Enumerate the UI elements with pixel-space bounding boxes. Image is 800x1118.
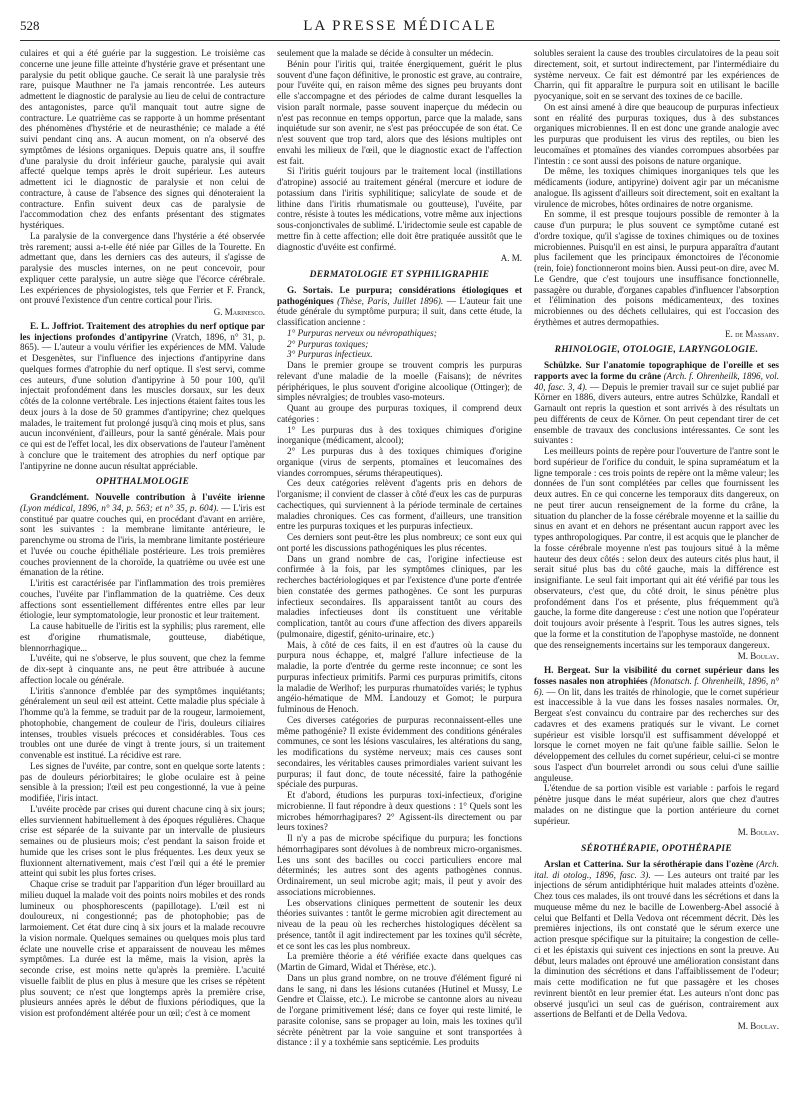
paragraph: 1° Les purpuras dus à des toxiques chimiques d'origine inorganique (médicament, alcool); xyxy=(277,424,522,446)
paragraph: 2° Les purpuras dus à des toxiques chimiques d'origine organique (virus de serpents, ptomaïnes et leucomaïnes des viandes corrompues, sérums thérapeutiques). xyxy=(277,446,522,478)
paragraph: De même, les toxiques chimiques inorganiques tels que les médicaments (iodure, antipyrine) doivent agir par un mécanisme analogue. Ils agissent d'ailleurs soit directement, soit en exaltant la virulence de microbes, hôtes ordinaires de notre organisme. xyxy=(534,166,779,209)
paragraph: Les observations cliniques permettent de soutenir les deux théories suivantes : tantôt le germe microbien agit directement au niveau de la peau où les recherches histologiques décèlent sa présence, tantôt il agit indirectement par les toxines qu'il sécrète, et ce sont les cas les plus nombreux. xyxy=(277,897,522,951)
paragraph: Dans le premier groupe se trouvent compris les purpuras relevant d'une maladie de la moelle (Faisans); de névrites périphériques, le plus souvent d'origine alcoolique (Ottinger); de simples névralgies; de troubles vaso-moteurs. xyxy=(277,360,522,403)
author: Schülzke. xyxy=(544,360,582,370)
paragraph: L'iritis s'annonce d'emblée par des symptômes inquiétants; généralement un seul œil est atteint. Cette maladie plus spéciale à l'homme qu'à la femme, se traduit par de la rougeur, larmoiement, photophobie, changement de couleur de l'iris, douleurs ciliaires intenses, troubles visuels précoces et considérables. Tous ces troubles ont une durée de vingt à trente jours, si un traitement convenable est institué. La récidive est rare. xyxy=(20,685,265,760)
paragraph: Dans un grand nombre de cas, l'origine infectieuse est confirmée à la fois, par les symptômes cliniques, par les recherches bactériologiques et par l'existence d'une porte d'entrée bien constatée des germes pathogènes. Ce sont les purpuras infectieux secondaires. Ils apparaissent tantôt au cours des maladies infectieuses dont ils constituent une véritable complication, tantôt au cours d'une affection des divers appareils (pulmonaire, digestif, génito-urinaire, etc.) xyxy=(277,553,522,639)
list-item: 3° Purpuras infectieux. xyxy=(287,349,373,360)
body: — Depuis le premier travail sur ce sujet publié par Körner en 1886, divers auteurs, entre autres Schülzke, Randall et Garnault ont repris la question et sont arrivés à des résultats un peu différents de ceux de Körner. On peut cependant tirer de cet ensemble de travaux des conclusions intéressantes. Ce sont les suivantes : xyxy=(534,381,779,446)
abstract-joffriot xyxy=(20,321,265,472)
paragraph: Et d'abord, étudions les purpuras toxi-infectieux, d'origine microbienne. Il faut répondre à deux questions : 1° Quels sont les microbes hémorrhagipares? 2° Agissent-ils directement ou par leurs toxines? xyxy=(277,790,522,833)
author: Arslan et Catterina. xyxy=(544,858,624,869)
paragraph: Il n'y a pas de microbe spécifique du purpura; les fonctions hémorrhagipares sont dévolues à de nombreux micro-organismes. Les uns sont des bacilles ou cocci particuliers encore mal déterminés; les autres sont des agents pathogènes connus. Ordinairement, un seul microbe agit; mais, il peut y avoir des associations microbiennes. xyxy=(277,833,522,897)
paragraph: La cause habituelle de l'iritis est la syphilis; plus rarement, elle est d'origine rhumatismale, goutteuse, diabétique, blennorrhagique... xyxy=(20,621,265,653)
paragraph: Si l'iritis guérit toujours par le traitement local (instillations d'atropine) associé au traitement général (mercure et iodure de potassium dans l'iritis syphilitique; salicylate de soude et de lithine dans l'iritis rhumatismale ou goutteuse), l'uvéite, par contre, résiste à toutes les médications, votre même aux injections sous-conjonctivales de sublimé. L'iridectomie seule est capable de mettre fin à cette affection; elle doit être pratiquée aussitôt que le diagnostic d'uvéite est confirmé. xyxy=(277,166,522,252)
author: G. Sortais. xyxy=(287,284,333,295)
column-3 xyxy=(534,48,779,1108)
section-label: OPHTHALMOLOGIE xyxy=(95,477,190,488)
body: — On lit, dans les traités de rhinologie, que le cornet supérieur est inaccessible à la vue dans les fosses nasales normales. Or, Bergeat s'est convaincu du contraire par des recherches sur des cadavres et des examens pratiqués sur le vivant. Le cornet supérieur est visible lorsqu'il est suffisamment développé et lorsque le cornet moyen ne fait qu'une faible saillie. Selon le développement des cellules du cornet supérieur, celui-ci se montre sous l'aspect d'un bourrelet arrondi ou sous celui d'une saillie anguleuse. xyxy=(534,686,779,783)
paragraph: Chaque crise se traduit par l'apparition d'un léger brouillard au milieu duquel la malade voit des points noirs mobiles et des ronds lumineux ou phosphorescents (papillotage). L'œil est ni douloureux, ni congestionné; pas de photophobie; pas de larmoiement. Cet état dure cinq à six jours et la malade recouvre la vision normale. Quelques semaines ou quelques mois plus tard éclate une nouvelle crise et apparaissent de nouveau les mêmes symptômes. La durée est la même, mais la vision, après la seconde crise, est moins nette qu'après la première. L'acuité visuelle faiblit de plus en plus à mesure que les crises se répètent plus souvent; ce n'est que longtemps après la première crise, plusieurs années après le début de fluxions périodiques, que la vision est profondément altérée pour un œil; c'est à ce moment xyxy=(20,879,265,1018)
section-label: SÉROTHÉRAPIE, OPOTHÉRAPIE xyxy=(581,844,732,854)
abstract-schulzke xyxy=(534,360,779,446)
article-columns xyxy=(20,48,780,1108)
reference: (Thèse, Paris, Juillet 1896). xyxy=(337,295,444,306)
header-rule xyxy=(20,40,780,41)
body: — L'auteur a voulu vérifier les expériences de MM. Valude et Desgenètes, sur l'influence des injections d'antipyrine dans quelques formes d'atrophie du nerf optique. Il s'est servi, comme ces auteurs, d'une solution d'antipyrine à 50 pour 100, qu'il injectait profondément dans les muscles dorsaux, sur les deux côtés de la colonne vertébrale. Les injections étaient faites tous les deux jours à la dose de 50 grammes d'antipyrine; chez quelques malades, le traitement fut prolongé jusqu'à cinq mois et plus, sans aucun inconvénient, d'ailleurs, pour la santé générale. Mais pour ce qui est de l'effet local, les dix observations de l'auteur l'amènent à conclure que le traitement des atrophies du nerf optique par l'antipyrine ne donne aucun résultat appréciable. xyxy=(20,342,265,471)
signature: E. de Massary. xyxy=(725,328,779,339)
signature: A. M. xyxy=(500,253,522,264)
paragraph: Quant au groupe des purpuras toxiques, il comprend deux catégories : xyxy=(277,403,522,424)
list-item: 1° Purpuras nerveux ou névropathiques; xyxy=(287,327,437,338)
section-heading-ophthalmology xyxy=(20,477,265,488)
article-title: Traitement des atrophies du nerf optique par les injections profondes d'antipyrine xyxy=(20,320,265,342)
paragraph: Les meilleurs points de repère pour l'ouverture de l'antre sont le bord supérieur de l'orifice du conduit, le spina supraméatum et la ligne temporale : ces trois points de repère ont la même valeur; les données de l'un sont complétées par celles que fournissent les deux autres. En ce qui concerne les temporaux dits dangereux, on ne peut tirer aucun renseignement de la forme du crâne, la situation du plancher de la fosse cérébrale moyenne et la saillie du sinus en avant et en dehors ne présentant aucun rapport avec les types anthropologiques. Par contre, il est acquis que le plancher de la fosse cérébrale moyenne n'est pas toujours situé à la même hauteur des deux côtés : selon deux des auteurs cités plus haut, il serait situé plus bas du côté gauche, mais la différence est insignifiante. Le seul fait important qui ait été vérifié par tous les observateurs, c'est que, du côté droit, le sinus pénètre plus profondément dans l'os et présente, plus fréquemment qu'à gauche, la forme dite dangereuse : c'est une notion que l'opérateur doit toujours avoir présente à l'esprit. Tous les autres signes, tels que la forme et la constitution de l'apophyse mastoïde, ne donnent que des renseignements incertains sur les temporaux dangereux. xyxy=(534,446,779,650)
body: — L'iris est constitué par quatre couches qui, en procédant d'avant en arrière, sont les suivantes : la membrane limitante antérieure, le parenchyme ou stroma de l'iris, la membrane limitante postérieure et l'uvée ou couche épithéliale postérieure. Les trois premières couches proviennent de la choroïde, la quatrième ou uvée est une émanation de la rétine. xyxy=(20,502,265,578)
paragraph: Ces derniers sont peut-être les plus nombreux; ce sont eux qui ont porté les discussions pathogéniques les plus récentes. xyxy=(277,532,522,553)
column-2 xyxy=(277,48,522,1108)
paragraph: seulement que la malade se décide à consulter un médecin. xyxy=(277,48,494,58)
signature: M. Boulay. xyxy=(737,1021,779,1031)
paragraph: Les signes de l'uvéite, par contre, sont en quelque sorte latents : pas de douleurs périorbitaires; le globe oculaire est à peine sensible à la pression; l'œil est peu congestionné, la vue à peine modifiée, l'iris intact. xyxy=(20,760,265,803)
reference: (Arch. ital. di otolog., 1896, fasc. 3). xyxy=(534,858,779,880)
journal-title: LA PRESSE MÉDICALE xyxy=(303,18,497,34)
abstract-sortais xyxy=(277,285,522,328)
author: Grandclément. xyxy=(30,492,89,502)
author: E. L. Joffriot. xyxy=(30,320,84,331)
page-number: 528 xyxy=(20,18,40,33)
paragraph: L'iritis est caractérisée par l'inflammation des trois premières couches, l'uvéite par l'inflammation de la quatrième. Ces deux affections sont essentiellement différentes entre elles par leur étiologie, leur symptomatologie, leur pronostic et leur traitement. xyxy=(20,578,265,621)
article-title: Le purpura; considérations étiologiques et pathogéniques xyxy=(277,284,522,306)
paragraph: Dans un plus grand nombre, on ne trouve d'élément figuré ni dans le sang, ni dans les lésions cutanées (Hutinel et Mussy, Le Gendre et Claisse, etc.). Le microbe se cantonne alors au niveau de l'organe primitivement lésé; dans ce foyer qui reste limité, le parasite colonise, sans se propager au loin, mais les toxines qu'il sécrète pénètrent par la voie sanguine et sont transportées à distance : il y a toxhémie sans septicémie. Les produits xyxy=(277,972,522,1048)
paragraph: L'étendue de sa portion visible est variable : parfois le regard pénètre jusque dans le méat supérieur, alors que chez d'autres malades on ne distingue que la portion antérieure du cornet supérieur. xyxy=(534,783,779,826)
section-heading-serotherapy xyxy=(534,844,779,855)
abstract-grandclement xyxy=(20,492,265,578)
paragraph: Ces deux catégories relèvent d'agents pris en dehors de l'organisme; il convient de classer à côté d'eux les cas de purpuras cachectiques, qui surviennent à la période terminale de certaines maladies chroniques. Ces cas forment, d'ailleurs, une transition entre les purpuras toxiques et les purpuras infectieux. xyxy=(277,478,522,532)
paragraph: solubles seraient la cause des troubles circulatoires de la peau soit directement, soit, et surtout indirectement, par l'intermédiaire du système nerveux. Ce fait est démontré par les expériences de Charrin, qui fit apparaître le purpura soit en utilisant le bacille pyocyanique, soit en se servant des toxines de ce bacille. xyxy=(534,48,779,101)
paragraph: L'uvéite procède par crises qui durent chacune cinq à six jours; elles surviennent habituellement à des époques régulières. Chaque crise est séparée de la suivante par un intervalle de plusieurs semaines ou de plusieurs mois; c'est pendant la saison froide et humide que les crises sont le plus fréquentes. Les deux yeux se fluxionnent alternativement, mais c'est l'œil qui a été le premier atteint qui subit les plus fortes crises. xyxy=(20,803,265,879)
paragraph: La paralysie de la convergence dans l'hystérie a été observée très rarement; aussi a-t-elle été niée par Gilles de la Tourette. En admettant que, dans les derniers cas des auteurs, il s'agisse de paralysie des muscles internes, on ne peut concevoir, pour expliquer cette paralysie, un autre siège que l'écorce cérébrale. Les expériences de physiologistes, tels que Ferrier et F. Franck, ont prouvé l'existence d'un centre cortical pour l'iris. xyxy=(20,230,265,306)
abstract-bergeat xyxy=(534,665,779,783)
body: — Les auteurs ont traité par les injections de sérum antidiphtérique huit malades atteints d'ozène. Chez tous ces malades, ils ont trouvé dans les sécrétions et dans la muqueuse même du nez le bacille de Lowenberg-Abel associé à celui que Belfanti et Della Vedova ont récemment décrit. Dès les premières injections, ils ont constaté que le sérum exerce une action presque spécifique sur la pituitaire; la congestion de celle-ci et les épistaxis qui suivent ces injections en sont la preuve. Au début, leurs malades ont éprouvé une amélioration consistant dans la diminution des sécrétions et dans l'affaiblissement de l'odeur; mais cette modification ne fut que passagère et les choses revinrent bientôt en leur premier état. Les auteurs n'ont donc pas observé jusqu'ici un seul cas de guérison, contrairement aux assertions de Belfanti et de Della Vedova. xyxy=(534,869,779,1020)
reference: (Arch. f. Ohrenheilk, 1896, vol. 40, fasc. 3, 4). xyxy=(534,370,779,392)
reference: (Lyon médical, 1896, n° 34, p. 563; et n° 35, p. 604). xyxy=(20,502,219,513)
paragraph: Bénin pour l'iritis qui, traitée énergiquement, guérit le plus souvent d'une façon définitive, le pronostic est grave, au contraire, pour l'uvéite qui, en raison même des signes peu bruyants dont elle s'accompagne et des périodes de calme durant lesquelles la vision paraît normale, passe souvent inaperçue du médecin ou n'est pas reconnue en temps opportun, parce que la malade, sans inquiétude sur son avenir, ne s'est pas préoccupée de son état. Ce n'est souvent que trop tard, alors que des lésions multiples ont envahi les milieux de l'œil, que le diagnostic exact de l'affection est fait. xyxy=(277,58,522,166)
signature: M. Boulay. xyxy=(737,651,779,662)
article-title: Sur la visibilité du cornet supérieur dans les fosses nasales non atrophiées xyxy=(534,665,779,686)
article-title: Sur la sérothérapie dans l'ozène xyxy=(626,858,754,869)
author: H. Bergeat. xyxy=(544,665,591,675)
list-item: 2° Purpuras toxiques; xyxy=(287,338,369,349)
section-label: RHINOLOGIE, OTOLOGIE, LARYNGOLOGIE. xyxy=(554,345,759,356)
paragraph: En somme, il est presque toujours possible de remonter à la cause d'un purpura; le plus souvent ce symptôme cutané est d'ordre toxique, qu'il s'agisse de toxines chimiques ou de toxines microbiennes. Puisqu'il en est ainsi, le purpura apparaîtra d'autant plus facilement que les principaux émonctoires de l'économie (rein, foie) fonctionneront moins bien. Aussi peut-on dire, avec M. Le Gendre, que c'est toujours une insuffisance fonctionnelle, passagère ou durable, d'organes capables d'influencer l'absorption et l'élimination des poisons médicamenteux, des toxines microbiennes ou des déchets cellulaires, qui est l'occasion des érythèmes et autres dermopathies. xyxy=(534,209,779,327)
section-label: DERMATOLOGIE ET SYPHILIGRAPHIE xyxy=(309,270,490,280)
section-heading-dermatology xyxy=(277,270,522,281)
body: — L'auteur fait une étude générale du symptôme purpura; il suit, dans cette étude, la classification ancienne : xyxy=(277,295,522,327)
signature: M. Boulay. xyxy=(737,827,779,838)
paragraph: La première théorie a été vérifiée exacte dans quelques cas (Martin de Gimard, Widal et Thérèse, etc.). xyxy=(277,951,522,972)
article-title: Sur l'anatomie topographique de l'oreille et ses rapports avec la forme du crâne xyxy=(534,360,779,381)
paragraph: Ces diverses catégories de purpuras reconnaissent-elles une même pathogénie? Il existe évidemment des conditions générales communes, ce sont les lésions vasculaires, les altérations du sang, les modifications du système nerveux; mais ces causes sont secondaires, les véritables causes primordiales varient suivant les purpuras; il faut donc, de toute nécessité, faire la pathogénie spéciale des purpuras. xyxy=(277,714,522,790)
reference: (Monatsch. f. Ohrenheilk, 1896, n° 6). xyxy=(534,675,779,697)
paragraph: On est ainsi amené à dire que beaucoup de purpuras infectieux sont en réalité des purpuras toxiques, dus à des substances organiques microbiennes. Il en est donc une grande analogie avec les purpuras que produisent les virus des reptiles, ou bien les leucomaïnes et ptomaïnes des viandes corrompues absorbées par l'intestin : ce sont aussi des poisons de nature organique. xyxy=(534,101,779,166)
article-title: Nouvelle contribution à l'uvéite irienne xyxy=(95,492,265,502)
page-header xyxy=(20,18,780,38)
signature: G. Marinesco. xyxy=(213,307,265,317)
paragraph: L'uvéite, qui ne s'observe, le plus souvent, que chez la femme de dix-sept à cinquante ans, ne peut être attribuée à aucune affection locale ou générale. xyxy=(20,653,265,685)
section-heading-rhinology xyxy=(534,345,779,356)
reference: (Vratch, 1896, n° 31, p. 865). xyxy=(20,331,265,353)
abstract-arslan xyxy=(534,859,779,1020)
column-1 xyxy=(20,48,265,1108)
paragraph: culaires et qui a été guérie par la suggestion. Le troisième cas concerne une jeune fille atteinte d'hystérie grave et présentant une paralysie du petit oblique gauche. Ce serait là une paralysie très rare, puisque Mauthner ne l'a jamais rencontrée. Les auteurs admettent le diagnostic de paralysie au lieu de celui de contracture des antagonistes, parce qu'il manquait tout autre signe de contracture. Le quatrième cas se rapporte à un homme présentant des phénomènes d'hystérie et de neurasthénie; ce malade a été suivi pendant cinq ans. A aucun moment, on n'a observé des symptômes de lésions organiques. Depuis quatre ans, il souffre d'une paralysie du droit inférieur gauche, paralysie qui avait affecté quelque temps après le droit supérieur. Les auteurs admettent ici le diagnostic de paralysie et non celui de contracture, à cause de l'absence des signes qui dénoteraient la contracture. Enfin suivent deux cas de paralysie de l'accommodation chez des enfants présentant des stigmates hystériques. xyxy=(20,48,265,230)
paragraph: Mais, à côté de ces faits, il en est d'autres où la cause du purpura nous échappe, et, malgré l'allure infectieuse de la maladie, la porte d'entrée du germe reste inconnue; ce sont les purpuras infectieux primitifs. Parmi ces purpuras primitifs, citons la maladie de Werlhof; les purpuras rhumatoïdes variés; le typhus angéio-hématique de MM. Landouzy et Gomot; le purpura fulminous de Henoch. xyxy=(277,639,522,714)
